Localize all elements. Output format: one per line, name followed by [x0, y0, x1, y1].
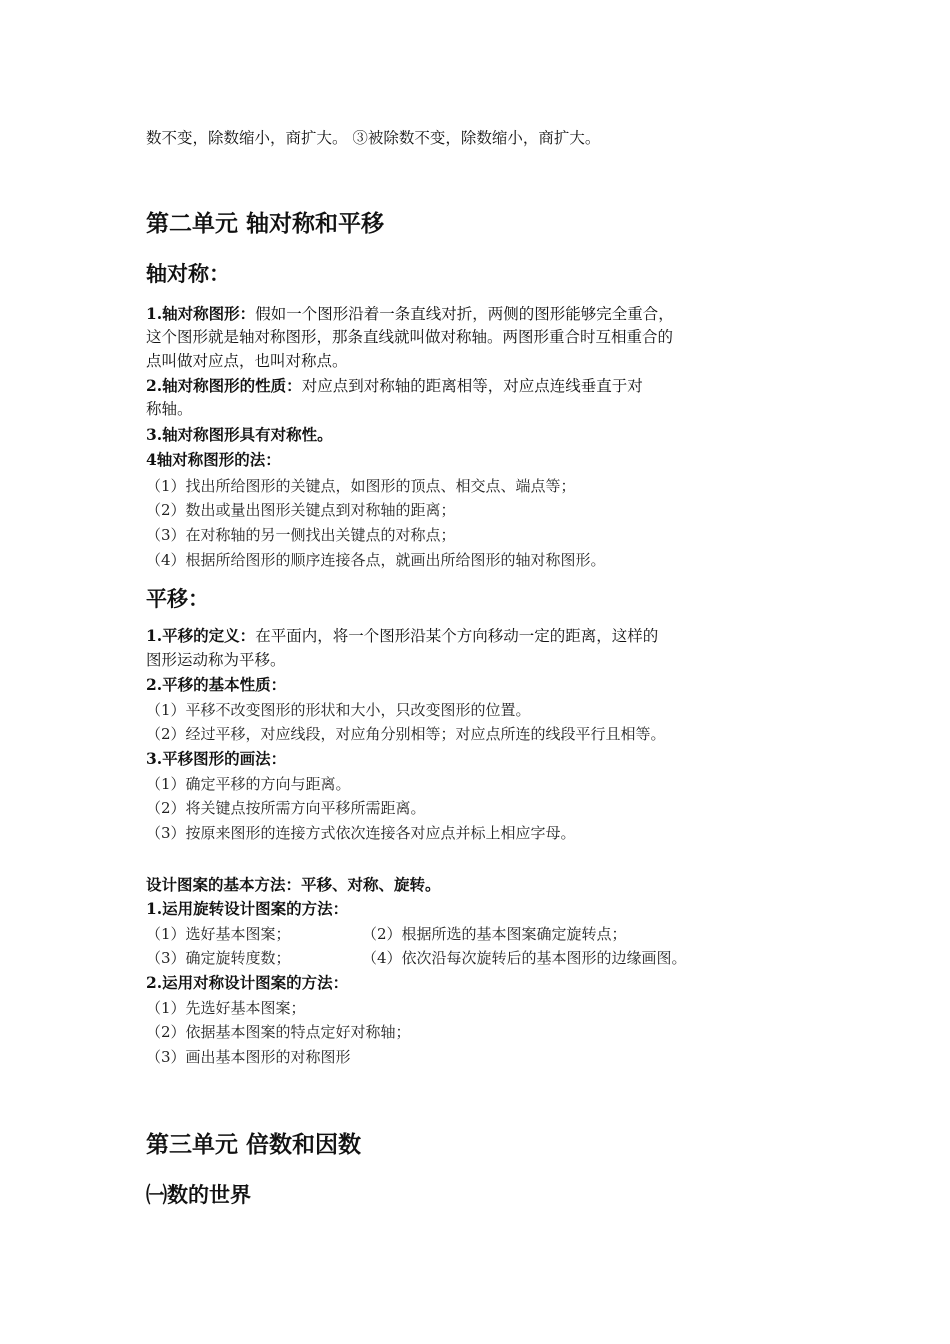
unit3-sub-heading: ㈠数的世界	[146, 1182, 251, 1207]
axis-heading: 轴对称：	[146, 261, 230, 286]
p1-line-a	[146, 302, 674, 326]
unit3-title: 第三单元 倍数和因数	[146, 1131, 362, 1158]
p1-line-b: 这个图形就是轴对称图形，那条直线就叫做对称轴。两图形重合时互相重合的	[146, 328, 674, 346]
p1-line-c: 点叫做对应点，也叫对称点。	[146, 352, 348, 370]
t3-item-2: （2）将关键点按所需方向平移所需距离。	[146, 799, 426, 817]
step-4: （4）根据所给图形的顺序连接各点，就画出所给图形的轴对称图形。	[146, 551, 606, 569]
d2: 2.运用对称设计图案的方法：	[146, 973, 349, 992]
translation-heading: 平移：	[146, 586, 209, 611]
t1-line-b: 图形运动称为平移。	[146, 651, 286, 669]
d2-item-3: （3）画出基本图形的对称图形	[146, 1048, 351, 1066]
t3: 3.平移图形的画法：	[146, 749, 287, 768]
p2-line-b: 称轴。	[146, 400, 193, 418]
step-2: （2）数出或量出图形关键点到对称轴的距离；	[146, 501, 456, 519]
p2-label: 2.轴对称图形的性质：	[146, 376, 302, 395]
p3: 3.轴对称图形具有对称性。	[146, 425, 333, 444]
d1-row-1	[146, 922, 627, 946]
p2-line-a	[146, 374, 643, 398]
t2: 2.平移的基本性质：	[146, 675, 287, 694]
intro-line: 数不变，除数缩小，商扩大。 ③被除数不变，除数缩小，商扩大。	[146, 129, 601, 147]
d2-item-1: （1）先选好基本图案；	[146, 999, 306, 1017]
d1-row2-b: （4）依次沿每次旋转后的基本图形的边缘画图。	[362, 949, 687, 967]
d1-row2-a: （3）确定旋转度数；	[146, 949, 291, 967]
t1-label: 1.平移的定义：	[146, 626, 256, 645]
p1-text-a: 假如一个图形沿着一条直线对折，两侧的图形能够完全重合，	[255, 305, 674, 323]
p2-text-a: 对应点到对称轴的距离相等，对应点连线垂直于对	[301, 377, 643, 395]
t2-item-2: （2）经过平移，对应线段，对应角分别相等；对应点所连的线段平行且相等。	[146, 725, 666, 743]
t1-line-a	[146, 624, 658, 648]
d1-row1-a: （1）选好基本图案；	[146, 925, 291, 943]
p4: 4轴对称图形的法：	[146, 450, 281, 469]
p1-label: 1.轴对称图形：	[146, 304, 256, 323]
t2-item-1: （1）平移不改变图形的形状和大小，只改变图形的位置。	[146, 701, 531, 719]
step-1: （1）找出所给图形的关键点，如图形的顶点、相交点、端点等；	[146, 477, 576, 495]
t1-text-a: 在平面内，将一个图形沿某个方向移动一定的距离，这样的	[255, 627, 659, 645]
t3-item-1: （1）确定平移的方向与距离。	[146, 775, 351, 793]
t3-item-3: （3）按原来图形的连接方式依次连接各对应点并标上相应字母。	[146, 824, 576, 842]
unit2-title: 第二单元 轴对称和平移	[146, 210, 385, 237]
d1-row1-b: （2）根据所选的基本图案确定旋转点；	[362, 925, 627, 943]
step-3: （3）在对称轴的另一侧找出关键点的对称点；	[146, 526, 456, 544]
d1: 1.运用旋转设计图案的方法：	[146, 899, 349, 918]
d1-row-2	[146, 946, 687, 970]
design-heading: 设计图案的基本方法：平移、对称、旋转。	[146, 875, 441, 894]
d2-item-2: （2）依据基本图案的特点定好对称轴；	[146, 1023, 411, 1041]
